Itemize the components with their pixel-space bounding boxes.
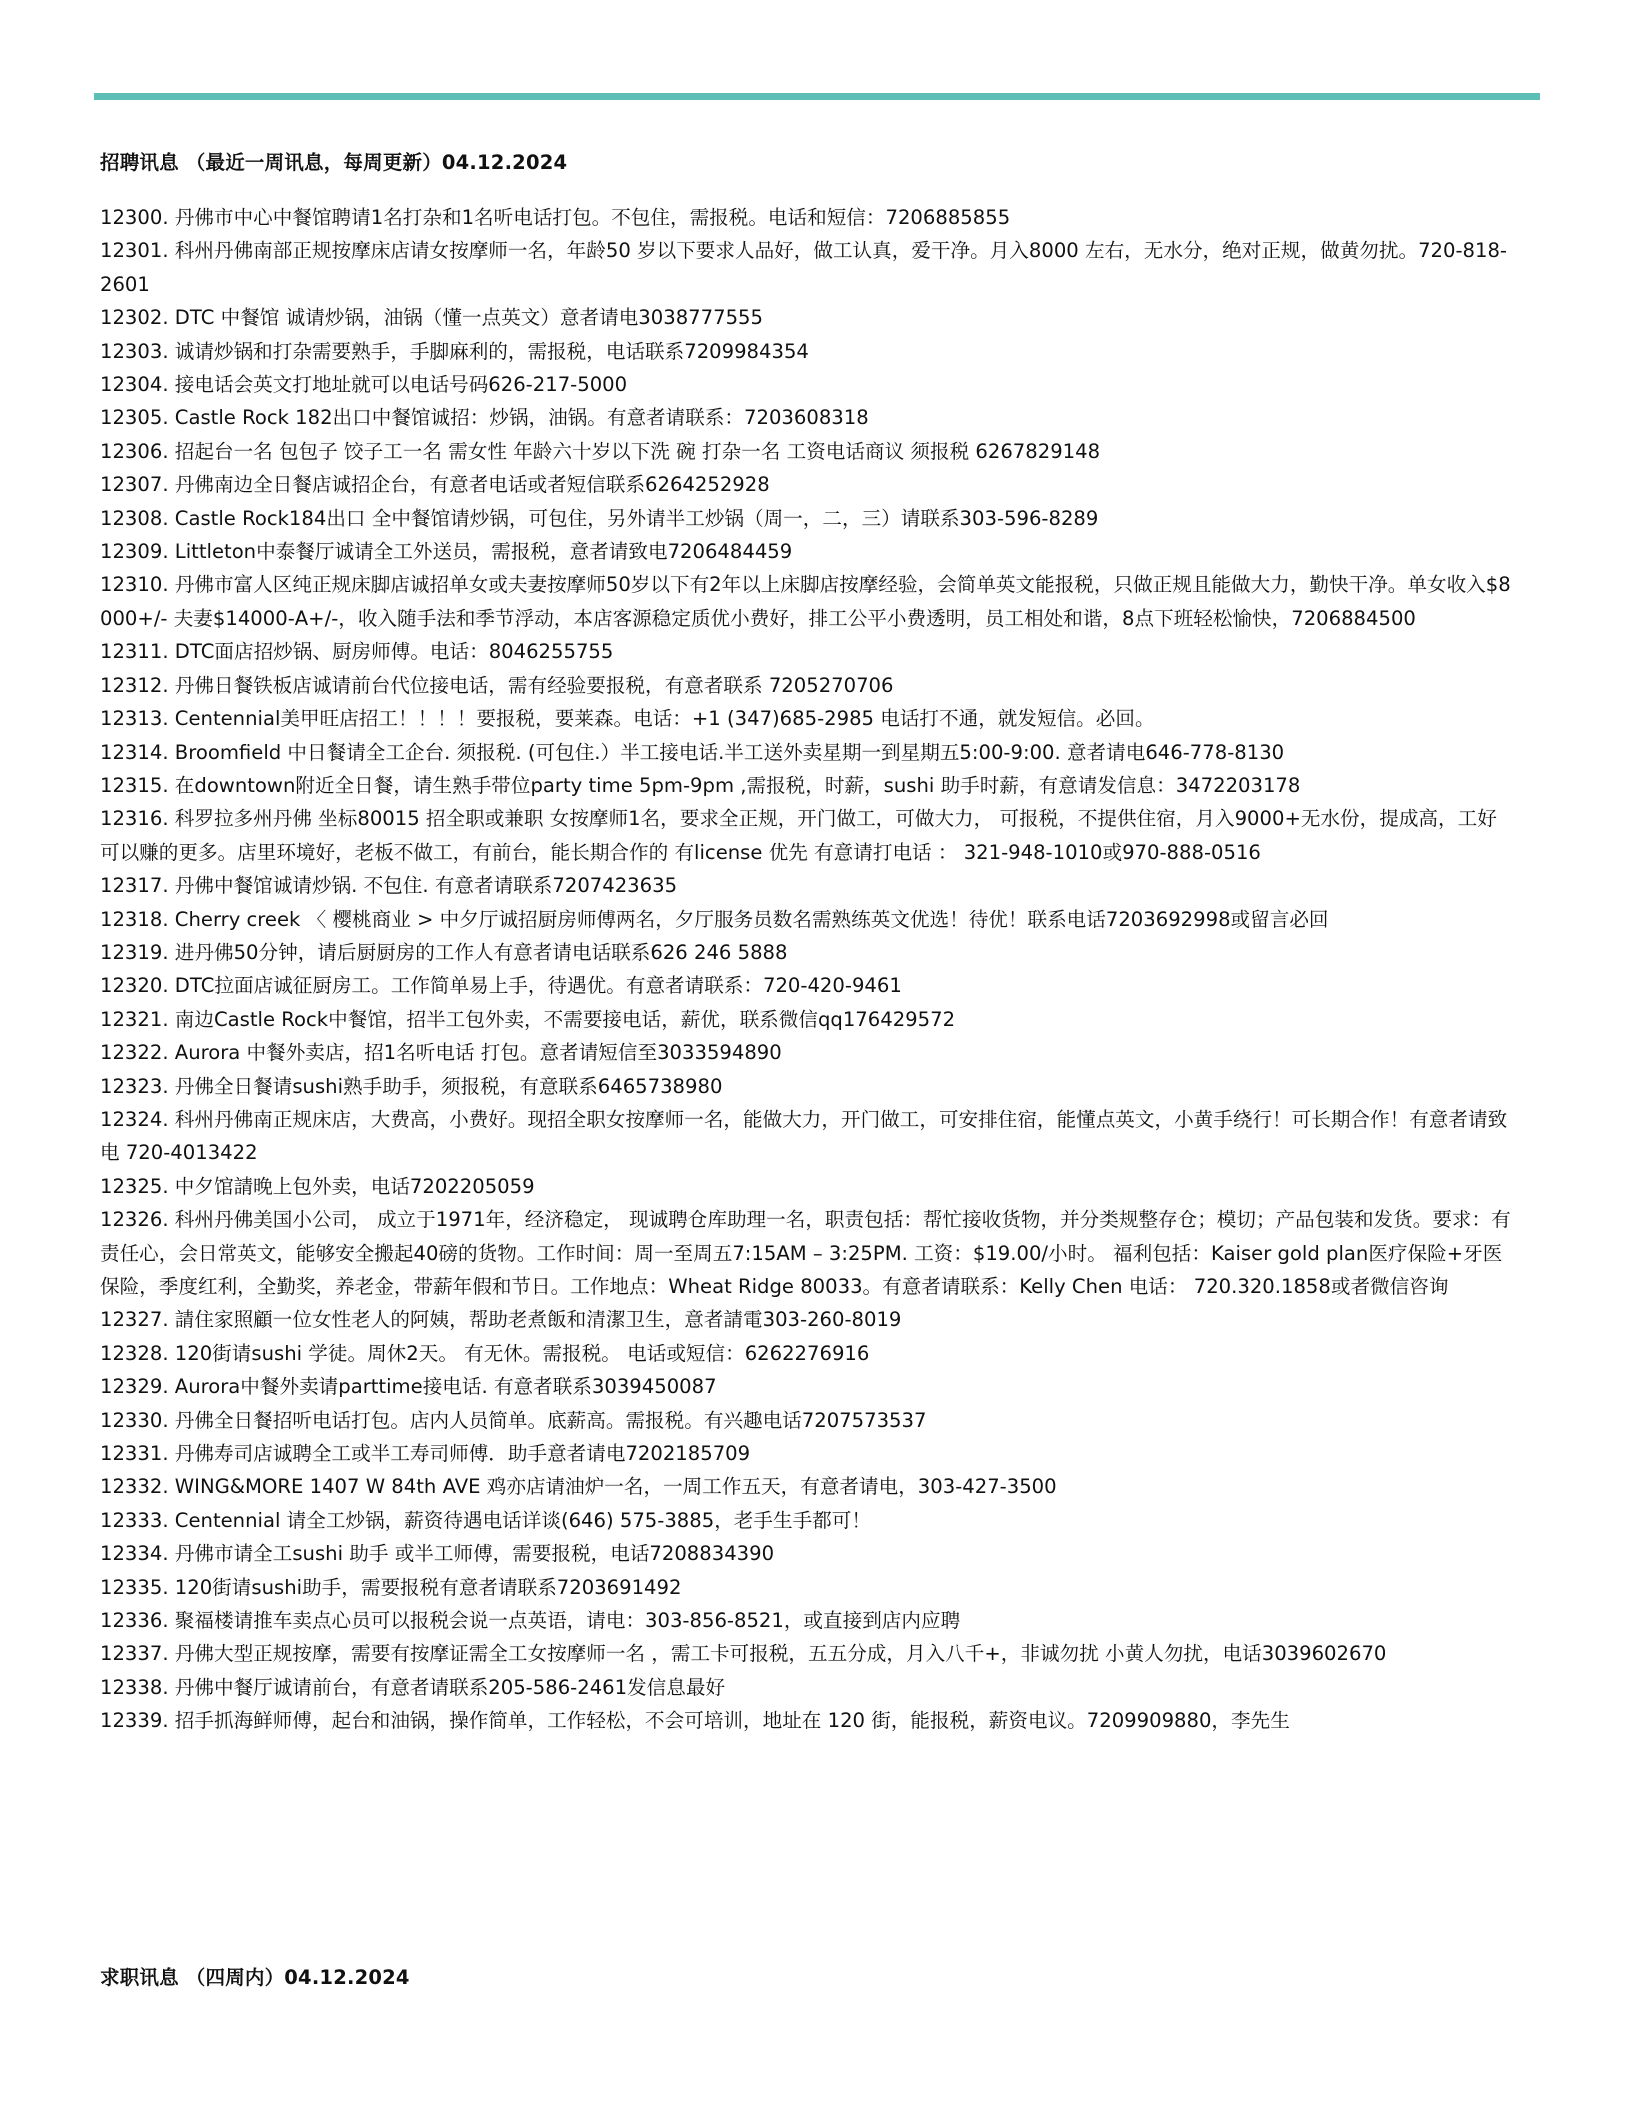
listing-item: 12339. 招手抓海鲜师傅，起台和油锅，操作简单，工作轻松，不会可培训，地址在 120 街，能报税，薪资电议。7209909880，李先生 xyxy=(100,1709,1290,1733)
listing-item: 12312. 丹佛日餐铁板店诚请前台代位接电话，需有经验要报税，有意者联系 7205270706 xyxy=(100,673,894,697)
listing-item: 12318. Cherry creek 〈 樱桃商业 > 中夕厅诚招厨房师傅两名，夕厅服务员数名需熟练英文优选！待优！联系电话7203692998或留言必回 xyxy=(100,907,1329,931)
listing-item: 12304. 接电话会英文打地址就可以电话号码626-217-5000 xyxy=(100,373,628,397)
listing-item: 12325. 中夕馆請晚上包外卖，电话7202205059 xyxy=(100,1174,535,1198)
listing-item: 12315. 在downtown附近全日餐，请生熟手带位party time 5pm-9pm ,需报税，时薪，sushi 助手时薪，有意请发信息：3472203178 xyxy=(100,773,1301,797)
listing-item: 12309. Littleton中泰餐厅诚请全工外送员，需报税，意者请致电7206484459 xyxy=(100,540,793,564)
listing-item: 12335. 120街请sushi助手，需要报税有意者请联系7203691492 xyxy=(100,1575,682,1599)
listing-item: 12332. WING&MORE 1407 W 84th AVE 鸡亦店请油炉一名，一周工作五天，有意者请电，303-427-3500 xyxy=(100,1475,1057,1499)
listing-item: 12338. 丹佛中餐厅诚请前台，有意者请联系205-586-2461发信息最好 xyxy=(100,1675,726,1699)
listing-item: 12314. Broomfield 中日餐请全工企台. 须报税. (可包住.）半工接电话.半工送外卖星期一到星期五5:00-9:00. 意者请电646-778-8130 xyxy=(100,740,1285,764)
listing-item: 12302. DTC 中餐馆 诚请炒锅，油锅（懂一点英文）意者请电3038777555 xyxy=(100,306,763,330)
listing-item: 12337. 丹佛大型正规按摩，需要有按摩证需全工女按摩师一名 ，需工卡可报税，五五分成，月入八千+，非诚勿扰 小黄人勿扰，电话3039602670 xyxy=(100,1642,1387,1666)
listing-item: 12305. Castle Rock 182出口中餐馆诚招：炒锅，油锅。有意者请联系：7203608318 xyxy=(100,406,869,430)
listing-item: 12306. 招起台一名 包包子 饺子工一名 需女性 年龄六十岁以下洗 碗 打杂一名 工资电话商议 须报税 6267829148 xyxy=(100,439,1101,463)
listing-item: 12328. 120街请sushi 学徒。周休2天。 有无休。需报税。 电话或短信：6262276916 xyxy=(100,1341,870,1365)
job-listings xyxy=(100,201,1515,1738)
top-divider-rule xyxy=(94,93,1540,100)
listing-item: 12330. 丹佛全日餐招听电话打包。店内人员简单。底薪高。需报税。有兴趣电话7207573537 xyxy=(100,1408,927,1432)
listing-item: 12316. 科罗拉多州丹佛 坐标80015 招全职或兼职 女按摩师1名，要求全正规，开门做工，可做大力， 可报税，不提供住宿，月入9000+无水份，提成高，工好可以赚的更多。店里环境好，老板不做工，有前台，能长期合作的 有license 优先 有意请打电话 ： 321-948-1010或970-888-0516 xyxy=(100,807,1497,864)
listing-item: 12324. 科州丹佛南正规床店，大费高，小费好。现招全职女按摩师一名，能做大力，开门做工，可安排住宿，能懂点英文，小黄手绕行！可长期合作！有意者请致电 720-4013422 xyxy=(100,1107,1508,1165)
listing-item: 12331. 丹佛寿司店诚聘全工或半工寿司师傅．助手意者请电7202185709 xyxy=(100,1442,751,1466)
listing-item: 12308. Castle Rock184出口 全中餐馆请炒锅，可包住，另外请半工炒锅（周一，二，三）请联系303-596-8289 xyxy=(100,506,1099,530)
listing-item: 12333. Centennial 请全工炒锅，薪资待遇电话详谈(646) 575-3885，老手生手都可！ xyxy=(100,1508,871,1532)
job-seekers-heading: 求职讯息 （四周内）04.12.2024 xyxy=(100,1966,410,1989)
listing-item: 12307. 丹佛南边全日餐店诚招企台，有意者电话或者短信联系6264252928 xyxy=(100,473,770,497)
listing-item: 12320. DTC拉面店诚征厨房工。工作简单易上手，待遇优。有意者请联系：720-420-9461 xyxy=(100,974,902,998)
listing-item: 12303. 诚请炒锅和打杂需要熟手，手脚麻利的，需报税，电话联系7209984354 xyxy=(100,339,809,363)
listing-item: 12300. 丹佛市中心中餐馆聘请1名打杂和1名听电话打包。不包住，需报税。电话和短信：7206885855 xyxy=(100,206,1011,229)
listing-item: 12326. 科州丹佛美国小公司， 成立于1971年，经济稳定， 现诚聘仓库助理一名，职责包括：帮忙接收货物，并分类规整存仓；模切；产品包装和发货。要求：有责任心，会日常英文，能够安全搬起40磅的货物。工作时间：周一至周五7:15AM – 3:25PM. 工资：$19.00/小时。 福利包括：Kaiser gold plan医疗保险+牙医保险，季度红利，全勤奖，养老金，带薪年假和节日。工作地点：Wheat Ridge 80033。有意者请联系：Kelly Chen 电话： 720.320.1858或者微信咨询 xyxy=(100,1208,1511,1298)
listing-item: 12301. 科州丹佛南部正规按摩床店请女按摩师一名，年龄50 岁以下要求人品好，做工认真，爱干净。月入8000 左右，无水分，绝对正规，做黄勿扰。720-818-2601 xyxy=(100,239,1508,296)
job-postings-heading: 招聘讯息 （最近一周讯息，每周更新）04.12.2024 xyxy=(100,151,568,174)
listing-item: 12327. 請住家照顧一位女性老人的阿姨，帮助老煮飯和清潔卫生，意者請電303-260-8019 xyxy=(100,1308,902,1332)
listing-item: 12334. 丹佛市请全工sushi 助手 或半工师傅，需要报税，电话7208834390 xyxy=(100,1542,775,1566)
listing-item: 12317. 丹佛中餐馆诚请炒锅. 不包住. 有意者请联系7207423635 xyxy=(100,874,678,898)
listing-item: 12310. 丹佛市富人区纯正规床脚店诚招单女或夫妻按摩师50岁以下有2年以上床脚店按摩经验，会简单英文能报税，只做正规且能做大力，勤快干净。单女收入$8000+/- 夫妻$14000-A+/-，收入随手法和季节浮动，本店客源稳定质优小费好，排工公平小费透明，员工相处和谐，8点下班轻松愉快，7206884500 xyxy=(100,573,1511,630)
listing-item: 12323. 丹佛全日餐请sushi熟手助手，须报税，有意联系6465738980 xyxy=(100,1074,723,1098)
listing-item: 12313. Centennial美甲旺店招工！！！！要报税，要莱森。电话：+1 (347)685-2985 电话打不通，就发短信。必回。 xyxy=(100,707,1155,731)
listing-item: 12319. 进丹佛50分钟，请后厨厨房的工作人有意者请电话联系626 246 5888 xyxy=(100,940,788,964)
listing-item: 12311. DTC面店招炒锅、厨房师傅。电话：8046255755 xyxy=(100,640,614,664)
listing-item: 12322. Aurora 中餐外卖店，招1名听电话 打包。意者请短信至3033594890 xyxy=(100,1041,782,1065)
listing-item: 12329. Aurora中餐外卖请parttime接电话. 有意者联系3039450087 xyxy=(100,1375,717,1399)
listing-item: 12321. 南边Castle Rock中餐馆，招半工包外卖，不需要接电话，薪优，联系微信qq176429572 xyxy=(100,1007,956,1031)
listing-item: 12336. 聚福楼请推车卖点心员可以报税会说一点英语，请电：303-856-8521，或直接到店内应聘 xyxy=(100,1609,961,1633)
